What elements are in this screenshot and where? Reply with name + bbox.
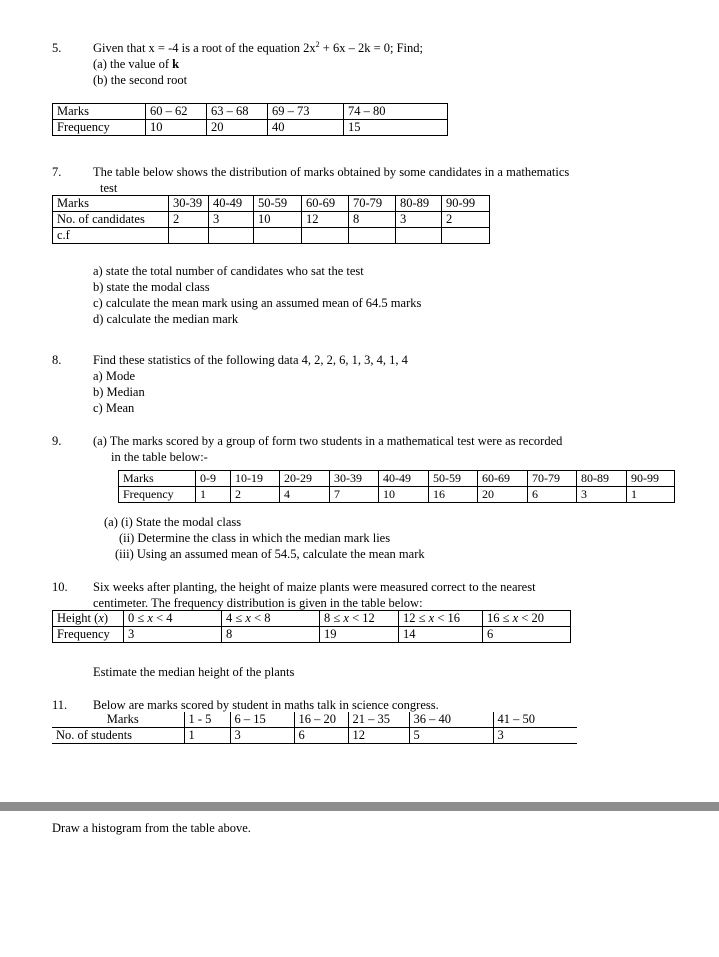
- table-cell: [209, 228, 254, 244]
- table-row: [53, 196, 490, 212]
- table-cell: Frequency: [53, 627, 124, 643]
- table-row: [53, 611, 571, 627]
- table-cell: 19: [320, 627, 399, 643]
- table-header-cell: 60 – 62: [146, 104, 207, 120]
- table-header-cell: 80-89: [396, 196, 442, 212]
- table-row: [53, 120, 448, 136]
- q11-marks-table: [52, 712, 577, 744]
- q8-part-c: c) Mean: [93, 401, 135, 415]
- table-cell: 6: [483, 627, 571, 643]
- table-cell: 2: [169, 212, 209, 228]
- table-row: [119, 487, 675, 503]
- class-interval-cell: 8 ≤ x < 12: [320, 611, 399, 627]
- class-interval-cell: 16 ≤ x < 20: [483, 611, 571, 627]
- table-header-cell: 40-49: [379, 471, 429, 487]
- table-header-cell: 60-69: [478, 471, 528, 487]
- table-row: [53, 104, 448, 120]
- q8-part-b: b) Median: [93, 385, 145, 399]
- table-cell: 15: [344, 120, 448, 136]
- table-header-cell: 0-9: [196, 471, 231, 487]
- height-label: Height (: [57, 611, 99, 625]
- table-header-cell: 16 – 20: [294, 712, 348, 728]
- q10-task: Estimate the median height of the plants: [93, 665, 295, 679]
- table-cell: [442, 228, 490, 244]
- table-cell: 12: [302, 212, 349, 228]
- table-cell: c.f: [53, 228, 169, 244]
- table-cell: 10: [146, 120, 207, 136]
- table-cell: 3: [493, 728, 577, 744]
- table-cell: [254, 228, 302, 244]
- q10-stem-line2: centimeter. The frequency distribution is given in the table below:: [93, 596, 423, 610]
- table-cell: 1: [627, 487, 675, 503]
- table-cell: 1: [184, 728, 230, 744]
- table-header-cell: 90-99: [627, 471, 675, 487]
- table-header-cell: 36 – 40: [409, 712, 493, 728]
- q9-number: 9.: [52, 434, 62, 448]
- table-cell: 4: [280, 487, 330, 503]
- q5-number: 5.: [52, 41, 62, 55]
- table-cell: 10: [379, 487, 429, 503]
- table-cell: [169, 228, 209, 244]
- table-header-cell: [53, 611, 124, 627]
- table-header-cell: 74 – 80: [344, 104, 448, 120]
- q5-part-a: [93, 56, 179, 72]
- table-header-cell: 20-29: [280, 471, 330, 487]
- q7-part-a: a) state the total number of candidates who sat the test: [93, 264, 364, 278]
- q11-stem: Below are marks scored by student in maths talk in science congress.: [93, 698, 439, 712]
- table-header-cell: 63 – 68: [207, 104, 268, 120]
- q9-part-i: (a) (i) State the modal class: [104, 515, 242, 529]
- q5-stem-pre: Given that x = -4 is a root of the equation 2x: [93, 41, 316, 55]
- q7-distribution-table: [52, 195, 490, 244]
- q5-part-b: (b) the second root: [93, 73, 188, 87]
- table-cell: 3: [230, 728, 294, 744]
- table-header-cell: 10-19: [231, 471, 280, 487]
- table-cell: No. of candidates: [53, 212, 169, 228]
- table-header-cell: Marks: [53, 196, 169, 212]
- table-header-cell: 50-59: [254, 196, 302, 212]
- q5-stem: [93, 40, 423, 56]
- table-cell: 8: [349, 212, 396, 228]
- table-header-cell: 6 – 15: [230, 712, 294, 728]
- q5-stem-post: + 6x – 2k = 0; Find;: [319, 41, 423, 55]
- table-header-cell: 69 – 73: [268, 104, 344, 120]
- table-cell: 20: [478, 487, 528, 503]
- q11-number: 11.: [52, 698, 68, 712]
- table-cell: 5: [409, 728, 493, 744]
- table-cell: 14: [399, 627, 483, 643]
- q5-stem-sup: 2: [315, 39, 320, 49]
- table-cell: No. of students: [52, 728, 184, 744]
- table-header-cell: Marks: [52, 712, 184, 728]
- table-cell: 20: [207, 120, 268, 136]
- table-header-cell: 21 – 35: [348, 712, 409, 728]
- table-header-cell: 70-79: [528, 471, 577, 487]
- table-header-cell: 50-59: [429, 471, 478, 487]
- table-header-cell: 30-39: [169, 196, 209, 212]
- table-cell: 3: [209, 212, 254, 228]
- table-header-cell: 60-69: [302, 196, 349, 212]
- height-var: x: [98, 611, 104, 625]
- table-cell: 1: [196, 487, 231, 503]
- table-header-cell: Marks: [53, 104, 146, 120]
- table-row: [119, 471, 675, 487]
- table-cell: [302, 228, 349, 244]
- q8-part-a: a) Mode: [93, 369, 135, 383]
- q7-part-b: b) state the modal class: [93, 280, 210, 294]
- q7-number: 7.: [52, 165, 62, 179]
- q7-stem-line2: test: [100, 181, 118, 195]
- q10-number: 10.: [52, 580, 68, 594]
- marks-frequency-table: [52, 103, 448, 136]
- q8-number: 8.: [52, 353, 62, 367]
- table-cell: [349, 228, 396, 244]
- q7-stem-line1: The table below shows the distribution of marks obtained by some candidates in a mathematics: [93, 165, 570, 179]
- q5-part-a-bold: k: [172, 57, 180, 71]
- table-header-cell: Marks: [119, 471, 196, 487]
- q10-height-table: [52, 610, 571, 643]
- class-interval-cell: 12 ≤ x < 16: [399, 611, 483, 627]
- q9-marks-table: [118, 470, 675, 503]
- q8-stem: Find these statistics of the following data 4, 2, 2, 6, 1, 3, 4, 1, 4: [93, 353, 408, 367]
- table-header-cell: 90-99: [442, 196, 490, 212]
- table-cell: 40: [268, 120, 344, 136]
- table-cell: 8: [222, 627, 320, 643]
- class-interval-cell: 4 ≤ x < 8: [222, 611, 320, 627]
- q9-stem-line1: (a) The marks scored by a group of form two students in a mathematical test were as recorded: [93, 434, 563, 448]
- table-cell: [396, 228, 442, 244]
- table-cell: 2: [442, 212, 490, 228]
- q9-part-iii: (iii) Using an assumed mean of 54.5, calculate the mean mark: [115, 547, 425, 561]
- q7-part-d: d) calculate the median mark: [93, 312, 239, 326]
- page-divider: [0, 802, 719, 811]
- table-cell: 3: [396, 212, 442, 228]
- footer-task: Draw a histogram from the table above.: [52, 821, 251, 835]
- table-header-cell: 41 – 50: [497, 712, 535, 726]
- q5-part-a-text: (a) the value of: [93, 57, 173, 71]
- table-cell: Frequency: [119, 487, 196, 503]
- table-row: [53, 212, 490, 228]
- table-header-cell: 70-79: [349, 196, 396, 212]
- table-cell: 7: [330, 487, 379, 503]
- q10-stem-line1: Six weeks after planting, the height of maize plants were measured correct to the nearest: [93, 580, 536, 594]
- table-cell: 2: [231, 487, 280, 503]
- table-header-cell: 80-89: [577, 471, 627, 487]
- table-cell: 3: [124, 627, 222, 643]
- table-cell: 10: [254, 212, 302, 228]
- table-row: [53, 627, 571, 643]
- table-row: [52, 712, 577, 728]
- table-header-cell: 1 - 5: [184, 712, 230, 728]
- q7-part-c: c) calculate the mean mark using an assumed mean of 64.5 marks: [93, 296, 422, 310]
- height-label-close: ): [103, 611, 109, 625]
- class-interval-cell: 0 ≤ x < 4: [124, 611, 222, 627]
- table-row: [52, 728, 577, 744]
- table-cell: Frequency: [53, 120, 146, 136]
- table-cell: 12: [348, 728, 409, 744]
- table-cell: 6: [294, 728, 348, 744]
- q9-part-ii: (ii) Determine the class in which the median mark lies: [119, 531, 391, 545]
- table-cell: 3: [577, 487, 627, 503]
- table-header-cell: 30-39: [330, 471, 379, 487]
- table-cell: 6: [528, 487, 577, 503]
- q9-stem-line2: in the table below:-: [111, 450, 208, 464]
- table-row: [53, 228, 490, 244]
- table-cell: 16: [429, 487, 478, 503]
- table-header-cell: 40-49: [209, 196, 254, 212]
